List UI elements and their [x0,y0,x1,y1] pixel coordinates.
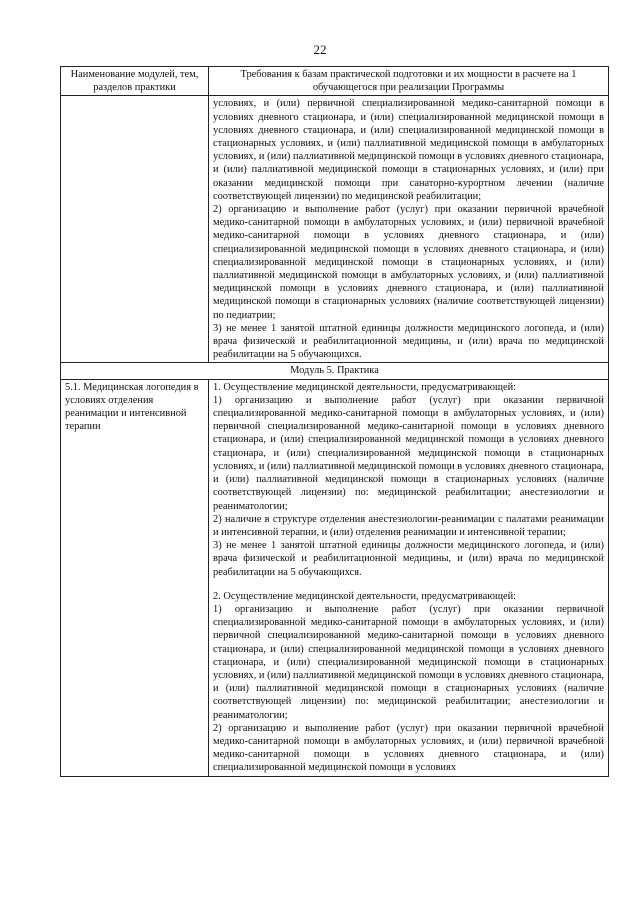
module-title-row [61,363,609,379]
page-number: 22 [313,42,327,57]
requirement-paragraph: 3) не менее 1 занятой штатной единицы должности медицинского логопеда, и (или) врача физической и реабилитационной медицины, и (или) врача по медицинской реабилитации на 5 обучающихся. [213,540,604,578]
requirement-paragraph: 2) наличие в структуре отделения анестезиологии-реанимации с палатами реанимации и интенсивной терапии, и (или) отделения реанимации и интенсивной терапии; [213,513,604,538]
practice-requirements [209,379,609,776]
table-header-row [61,67,609,96]
requirement-paragraph: 2) организацию и выполнение работ (услуг) при оказании первичной врачебной медико-санитарной помощи в амбулаторных условиях, и (или) первичной врачебной медико-санитарной помощи в условиях дневного стационара, и (или) специализированной медицинской помощи в условиях дневного стационара, и (или) специализированной медицинской помощи в стационарных условиях, и (или) паллиативной медицинской помощи в амбулаторных условиях, и (или) паллиативной медицинской помощи в условиях дневного стационара, и (или) паллиативной медицинской помощи в стационарных условиях (наличие соответствующей лицензии) по педиатрии; [213,204,604,321]
practice-topic: 5.1. Медицинская логопедия в условиях отделения реанимации и интенсивной терапии [61,379,209,776]
requirement-paragraph: 1. Осуществление медицинской деятельности, предусматривающей: [213,381,517,393]
requirement-paragraph: 1) организацию и выполнение работ (услуг) при оказании первичной специализированной медико-санитарной помощи в амбулаторных условиях, и (или) первичной специализированной медико-санитарной помощи в условиях дневного стационара, и (или) специализированной медицинской помощи в условиях дневного стационара, и (или) специализированной медицинской помощи в стационарных условиях, и (или) паллиативной медицинской помощи в условиях дневного стационара, и (или) паллиативной медицинской помощи в стационарных условиях (наличие соответствующей лицензии) по: медицинской реабилитации; анестезиологии и реаниматологии; [213,394,604,512]
requirement-paragraph: 2) организацию и выполнение работ (услуг) при оказании первичной врачебной медико-санитарной помощи в амбулаторных условиях, и (или) первичной врачебной медико-санитарной помощи в условиях дневного стационара, и (или) специализированной медицинской помощи в условиях [213,722,604,774]
table-row [61,96,609,363]
header-requirements: Требования к базам практической подготовки и их мощности в расчете на 1 обучающегося при реализации Программы [209,67,609,96]
continuation-requirements [209,96,609,363]
requirement-paragraph: 2. Осуществление медицинской деятельности, предусматривающей: [213,590,517,602]
continuation-col1 [61,96,209,363]
header-modules: Наименование модулей, тем, разделов практики [61,67,209,96]
requirements-table [60,66,609,777]
requirement-paragraph: 3) не менее 1 занятой штатной единицы должности медицинского логопеда, и (или) врача физической и реабилитационной медицины, и (или) врача по медицинской реабилитации на 5 обучающихся. [213,322,604,361]
requirement-paragraph: 1) организацию и выполнение работ (услуг) при оказании первичной специализированной медико-санитарной помощи в амбулаторных условиях, и (или) первичной специализированной медико-санитарной помощи в условиях дневного стационара, и (или) специализированной медицинской помощи в условиях дневного стационара, и (или) специализированной медицинской помощи в стационарных условиях, и (или) паллиативной медицинской помощи в условиях дневного стационара, и (или) паллиативной медицинской помощи в стационарных условиях (наличие соответствующей лицензии) по: медицинской реабилитации; анестезиологии и реаниматологии; [213,603,604,721]
table-row [61,379,609,776]
block-spacer [213,579,604,590]
module-title: Модуль 5. Практика [61,363,609,379]
requirement-paragraph: условиях, и (или) первичной специализированной медико-санитарной помощи в условиях дневного стационара, и (или) специализированной медицинской помощи в условиях дневного стационара, и (или) специализированной медицинской помощи в стационарных условиях, и (или) паллиативной медицинской помощи в амбулаторных условиях, и (или) паллиативной медицинской помощи в условиях дневного стационара, и (или) паллиативной медицинской помощи в стационарных условиях, и (или) при оказании медицинской помощи при санаторно-курортном лечении (наличие соответствующей лицензии) по медицинской реабилитации; [213,98,604,202]
